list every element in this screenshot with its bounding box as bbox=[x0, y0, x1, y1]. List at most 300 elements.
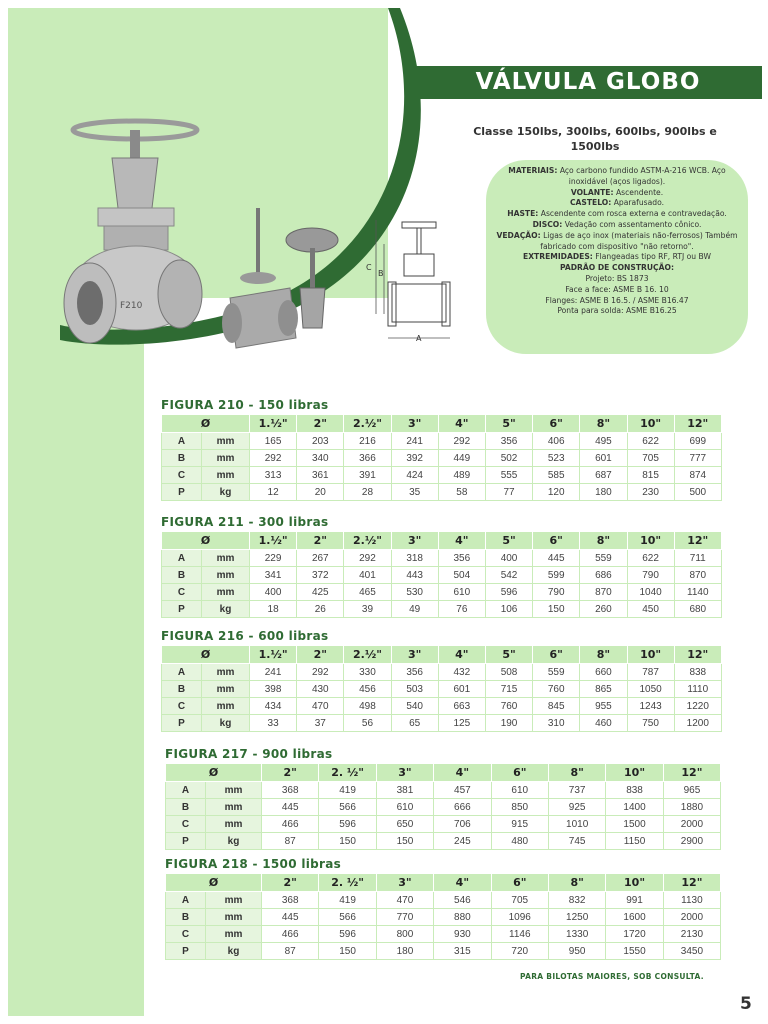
size-header: 10" bbox=[627, 532, 674, 550]
row-label: C bbox=[166, 926, 206, 943]
row-label: C bbox=[166, 816, 206, 833]
row-label: C bbox=[162, 584, 202, 601]
table-cell: 445 bbox=[533, 550, 580, 567]
table-cell: 504 bbox=[438, 567, 485, 584]
table-cell: 832 bbox=[548, 892, 605, 909]
table-row bbox=[166, 782, 721, 799]
table-cell: 381 bbox=[376, 782, 433, 799]
dimension-table bbox=[161, 645, 722, 732]
spec-text: Aparafusado. bbox=[613, 198, 665, 208]
table-cell: 870 bbox=[580, 584, 627, 601]
dim-label-a: A bbox=[416, 334, 422, 343]
table-cell: 443 bbox=[391, 567, 438, 584]
size-header: 5" bbox=[485, 415, 532, 433]
table-row bbox=[166, 816, 721, 833]
table-cell: 715 bbox=[485, 681, 532, 698]
size-header: 10" bbox=[627, 415, 674, 433]
table-cell: 125 bbox=[438, 715, 485, 732]
table-cell: 480 bbox=[491, 833, 548, 850]
row-unit: mm bbox=[206, 799, 262, 816]
table-cell: 1220 bbox=[674, 698, 721, 715]
spec-label: VEDAÇÃO: bbox=[496, 230, 541, 240]
diameter-header: Ø bbox=[166, 874, 262, 892]
table-cell: 737 bbox=[548, 782, 605, 799]
spec-label: CASTELO: bbox=[569, 198, 612, 208]
row-unit: mm bbox=[202, 664, 250, 681]
table-cell: 542 bbox=[485, 567, 532, 584]
row-label: P bbox=[166, 833, 206, 850]
table-cell: 787 bbox=[627, 664, 674, 681]
table-cell: 546 bbox=[434, 892, 491, 909]
table-header-row bbox=[162, 646, 722, 664]
table-cell: 203 bbox=[297, 433, 344, 450]
spec-line bbox=[496, 306, 738, 317]
size-header: 4" bbox=[434, 764, 491, 782]
size-header: 4" bbox=[438, 532, 485, 550]
table-row bbox=[166, 799, 721, 816]
row-unit: mm bbox=[202, 584, 250, 601]
table-cell: 292 bbox=[250, 450, 297, 467]
table-cell: 2000 bbox=[663, 909, 720, 926]
row-label: A bbox=[162, 550, 202, 567]
row-unit: mm bbox=[202, 433, 250, 450]
table-cell: 610 bbox=[491, 782, 548, 799]
table-cell: 495 bbox=[580, 433, 627, 450]
size-header: 1.½" bbox=[250, 646, 297, 664]
row-unit: mm bbox=[202, 467, 250, 484]
size-header: 3" bbox=[376, 764, 433, 782]
table-cell: 361 bbox=[297, 467, 344, 484]
table-cell: 28 bbox=[344, 484, 391, 501]
table-cell: 3450 bbox=[663, 943, 720, 960]
table-cell: 470 bbox=[297, 698, 344, 715]
size-header: 4" bbox=[438, 415, 485, 433]
table-cell: 950 bbox=[548, 943, 605, 960]
table-cell: 845 bbox=[533, 698, 580, 715]
table-cell: 457 bbox=[434, 782, 491, 799]
table-cell: 865 bbox=[580, 681, 627, 698]
row-unit: mm bbox=[202, 550, 250, 567]
table-cell: 445 bbox=[262, 799, 319, 816]
table-cell: 1146 bbox=[491, 926, 548, 943]
table-cell: 915 bbox=[491, 816, 548, 833]
row-unit: mm bbox=[206, 782, 262, 799]
size-header: 12" bbox=[674, 646, 721, 664]
size-header: 3" bbox=[391, 415, 438, 433]
row-unit: mm bbox=[202, 567, 250, 584]
table-cell: 705 bbox=[627, 450, 674, 467]
table-cell: 711 bbox=[674, 550, 721, 567]
table-row bbox=[162, 715, 722, 732]
table-cell: 660 bbox=[580, 664, 627, 681]
size-header: 8" bbox=[580, 532, 627, 550]
size-header: 2. ½" bbox=[319, 874, 376, 892]
size-header: 8" bbox=[580, 646, 627, 664]
size-header: 10" bbox=[606, 874, 663, 892]
table-cell: 1140 bbox=[674, 584, 721, 601]
spec-text: Aço carbono fundido ASTM-A-216 WCB. Aço inoxidável (aços ligados). bbox=[559, 166, 726, 186]
row-label: C bbox=[162, 698, 202, 715]
table-cell: 1050 bbox=[627, 681, 674, 698]
spec-line bbox=[496, 252, 738, 263]
table-cell: 76 bbox=[438, 601, 485, 618]
pressure-classes: Classe 150lbs, 300lbs, 600lbs, 900lbs e 1500lbs bbox=[473, 125, 717, 153]
table-cell: 1130 bbox=[663, 892, 720, 909]
row-unit: mm bbox=[206, 816, 262, 833]
table-cell: 58 bbox=[438, 484, 485, 501]
row-label: B bbox=[166, 909, 206, 926]
size-header: 12" bbox=[674, 415, 721, 433]
table-cell: 466 bbox=[262, 926, 319, 943]
spec-line bbox=[496, 263, 738, 274]
table-cell: 760 bbox=[485, 698, 532, 715]
size-header: 6" bbox=[491, 874, 548, 892]
table-cell: 559 bbox=[533, 664, 580, 681]
table-cell: 720 bbox=[491, 943, 548, 960]
spec-text: Ligas de aço inox (materiais não-ferrosos) Também fabricado com dispositivo "não retorno". bbox=[540, 230, 738, 251]
spec-line bbox=[496, 188, 738, 199]
table-row bbox=[166, 909, 721, 926]
row-label: P bbox=[162, 715, 202, 732]
row-unit: kg bbox=[202, 601, 250, 618]
table-cell: 466 bbox=[262, 816, 319, 833]
table-cell: 372 bbox=[297, 567, 344, 584]
diameter-header: Ø bbox=[162, 646, 250, 664]
table-cell: 880 bbox=[434, 909, 491, 926]
spec-line bbox=[496, 220, 738, 231]
row-label: A bbox=[162, 664, 202, 681]
table-cell: 555 bbox=[485, 467, 532, 484]
table-cell: 870 bbox=[674, 567, 721, 584]
table-cell: 566 bbox=[319, 799, 376, 816]
size-header: 10" bbox=[627, 646, 674, 664]
size-header: 5" bbox=[485, 646, 532, 664]
row-unit: kg bbox=[206, 943, 262, 960]
table-cell: 340 bbox=[297, 450, 344, 467]
dim-label-b: B bbox=[378, 269, 384, 278]
size-header: 8" bbox=[548, 874, 605, 892]
table-cell: 1500 bbox=[606, 816, 663, 833]
size-header: 3" bbox=[391, 646, 438, 664]
table-cell: 680 bbox=[674, 601, 721, 618]
table-cell: 398 bbox=[250, 681, 297, 698]
table-cell: 523 bbox=[533, 450, 580, 467]
table-row bbox=[162, 584, 722, 601]
spec-label: PADRÃO DE CONSTRUÇÃO: bbox=[560, 263, 674, 273]
table-cell: 26 bbox=[297, 601, 344, 618]
spec-text: Projeto: BS 1873 bbox=[585, 273, 649, 283]
table-cell: 341 bbox=[250, 567, 297, 584]
table-cell: 419 bbox=[319, 782, 376, 799]
spec-text: Vedação com assentamento cônico. bbox=[564, 219, 702, 229]
table-cell: 150 bbox=[319, 833, 376, 850]
row-unit: mm bbox=[206, 909, 262, 926]
size-header: 2.½" bbox=[344, 415, 391, 433]
table-cell: 650 bbox=[376, 816, 433, 833]
table-cell: 245 bbox=[434, 833, 491, 850]
spec-text: Flangeadas tipo RF, RTJ ou BW bbox=[595, 252, 711, 262]
spec-line bbox=[496, 231, 738, 253]
table-cell: 241 bbox=[391, 433, 438, 450]
size-header: 3" bbox=[376, 874, 433, 892]
table-cell: 424 bbox=[391, 467, 438, 484]
table-cell: 18 bbox=[250, 601, 297, 618]
globe-valve-image bbox=[60, 118, 350, 358]
row-label: B bbox=[162, 681, 202, 698]
table-cell: 503 bbox=[391, 681, 438, 698]
table-header-row bbox=[166, 874, 721, 892]
table-cell: 1200 bbox=[674, 715, 721, 732]
table-cell: 790 bbox=[533, 584, 580, 601]
table-cell: 260 bbox=[580, 601, 627, 618]
page-title: VÁLVULA GLOBO bbox=[475, 69, 701, 95]
row-unit: mm bbox=[202, 698, 250, 715]
table-cell: 406 bbox=[533, 433, 580, 450]
table-cell: 120 bbox=[533, 484, 580, 501]
table-row bbox=[162, 601, 722, 618]
table-cell: 1010 bbox=[548, 816, 605, 833]
table-cell: 930 bbox=[434, 926, 491, 943]
table-cell: 37 bbox=[297, 715, 344, 732]
table-header-row bbox=[162, 415, 722, 433]
table-cell: 622 bbox=[627, 550, 674, 567]
table-cell: 770 bbox=[376, 909, 433, 926]
table-cell: 601 bbox=[580, 450, 627, 467]
figure-title: FIGURA 211 - 300 libras bbox=[161, 515, 329, 529]
specification-box bbox=[486, 160, 748, 354]
table-row bbox=[166, 926, 721, 943]
table-cell: 2000 bbox=[663, 816, 720, 833]
table-cell: 705 bbox=[491, 892, 548, 909]
spec-text: Face a face: ASME B 16. 10 bbox=[565, 284, 669, 294]
row-label: B bbox=[166, 799, 206, 816]
table-cell: 1880 bbox=[663, 799, 720, 816]
table-cell: 596 bbox=[485, 584, 532, 601]
spec-line bbox=[496, 166, 738, 188]
table-row bbox=[162, 567, 722, 584]
table-cell: 777 bbox=[674, 450, 721, 467]
table-cell: 540 bbox=[391, 698, 438, 715]
spec-text: Ascendente com rosca externa e contravedação. bbox=[540, 209, 727, 219]
table-cell: 1550 bbox=[606, 943, 663, 960]
table-cell: 585 bbox=[533, 467, 580, 484]
spec-text: Ponta para solda: ASME B16.25 bbox=[557, 306, 677, 316]
spec-line bbox=[496, 274, 738, 285]
table-cell: 500 bbox=[674, 484, 721, 501]
table-cell: 601 bbox=[438, 681, 485, 698]
table-row bbox=[162, 467, 722, 484]
row-label: A bbox=[166, 892, 206, 909]
row-label: B bbox=[162, 567, 202, 584]
size-header: 4" bbox=[438, 646, 485, 664]
table-cell: 310 bbox=[533, 715, 580, 732]
table-cell: 745 bbox=[548, 833, 605, 850]
size-header: 8" bbox=[580, 415, 627, 433]
figure-title: FIGURA 218 - 1500 libras bbox=[165, 857, 342, 871]
row-unit: mm bbox=[202, 450, 250, 467]
spec-label: MATERIAIS: bbox=[508, 166, 558, 175]
row-unit: kg bbox=[202, 484, 250, 501]
table-cell: 1096 bbox=[491, 909, 548, 926]
spec-text: Ascendente. bbox=[615, 187, 664, 197]
table-row bbox=[162, 450, 722, 467]
table-cell: 267 bbox=[297, 550, 344, 567]
table-cell: 368 bbox=[262, 892, 319, 909]
spec-line bbox=[496, 296, 738, 307]
table-cell: 65 bbox=[391, 715, 438, 732]
table-cell: 419 bbox=[319, 892, 376, 909]
table-cell: 241 bbox=[250, 664, 297, 681]
table-cell: 498 bbox=[344, 698, 391, 715]
size-header: 12" bbox=[663, 874, 720, 892]
spec-line bbox=[496, 285, 738, 296]
table-cell: 1330 bbox=[548, 926, 605, 943]
table-cell: 368 bbox=[262, 782, 319, 799]
table-cell: 356 bbox=[485, 433, 532, 450]
table-cell: 216 bbox=[344, 433, 391, 450]
page-number: 5 bbox=[740, 994, 752, 1014]
table-cell: 400 bbox=[250, 584, 297, 601]
table-cell: 430 bbox=[297, 681, 344, 698]
table-cell: 56 bbox=[344, 715, 391, 732]
table-row bbox=[162, 698, 722, 715]
table-cell: 432 bbox=[438, 664, 485, 681]
row-unit: kg bbox=[206, 833, 262, 850]
row-label: A bbox=[162, 433, 202, 450]
table-cell: 838 bbox=[674, 664, 721, 681]
table-cell: 502 bbox=[485, 450, 532, 467]
table-cell: 292 bbox=[438, 433, 485, 450]
dimension-table bbox=[165, 763, 721, 850]
footer-note: PARA BILOTAS MAIORES, SOB CONSULTA. bbox=[520, 972, 704, 981]
table-cell: 39 bbox=[344, 601, 391, 618]
size-header: 4" bbox=[434, 874, 491, 892]
table-cell: 610 bbox=[438, 584, 485, 601]
table-cell: 391 bbox=[344, 467, 391, 484]
table-row bbox=[162, 664, 722, 681]
table-cell: 1400 bbox=[606, 799, 663, 816]
table-cell: 315 bbox=[434, 943, 491, 960]
dimension-table bbox=[165, 873, 721, 960]
size-header: 2" bbox=[297, 415, 344, 433]
table-cell: 2130 bbox=[663, 926, 720, 943]
table-cell: 470 bbox=[376, 892, 433, 909]
size-header: 6" bbox=[533, 415, 580, 433]
table-cell: 49 bbox=[391, 601, 438, 618]
table-cell: 150 bbox=[319, 943, 376, 960]
table-cell: 965 bbox=[663, 782, 720, 799]
table-cell: 508 bbox=[485, 664, 532, 681]
table-cell: 699 bbox=[674, 433, 721, 450]
table-cell: 790 bbox=[627, 567, 674, 584]
spec-label: DISCO: bbox=[532, 219, 563, 229]
size-header: 2" bbox=[297, 532, 344, 550]
table-cell: 610 bbox=[376, 799, 433, 816]
table-cell: 150 bbox=[533, 601, 580, 618]
table-cell: 190 bbox=[485, 715, 532, 732]
table-row bbox=[166, 943, 721, 960]
row-label: P bbox=[166, 943, 206, 960]
table-cell: 838 bbox=[606, 782, 663, 799]
table-cell: 460 bbox=[580, 715, 627, 732]
table-cell: 1250 bbox=[548, 909, 605, 926]
table-cell: 77 bbox=[485, 484, 532, 501]
table-cell: 596 bbox=[319, 926, 376, 943]
size-header: 2" bbox=[262, 874, 319, 892]
spec-label: VOLANTE: bbox=[570, 187, 614, 197]
table-cell: 292 bbox=[297, 664, 344, 681]
size-header: 2.½" bbox=[344, 532, 391, 550]
table-cell: 566 bbox=[319, 909, 376, 926]
spec-label: EXTREMIDADES: bbox=[523, 252, 593, 262]
title-bar bbox=[414, 66, 762, 99]
table-cell: 400 bbox=[485, 550, 532, 567]
size-header: 2.½" bbox=[344, 646, 391, 664]
size-header: 12" bbox=[674, 532, 721, 550]
table-cell: 800 bbox=[376, 926, 433, 943]
figure-title: FIGURA 217 - 900 libras bbox=[165, 747, 333, 761]
table-cell: 760 bbox=[533, 681, 580, 698]
row-label: P bbox=[162, 484, 202, 501]
table-cell: 663 bbox=[438, 698, 485, 715]
spec-line bbox=[496, 198, 738, 209]
table-cell: 559 bbox=[580, 550, 627, 567]
spec-text: Flanges: ASME B 16.5. / ASME B16.47 bbox=[545, 295, 689, 305]
table-cell: 106 bbox=[485, 601, 532, 618]
table-cell: 12 bbox=[250, 484, 297, 501]
table-cell: 750 bbox=[627, 715, 674, 732]
table-cell: 292 bbox=[344, 550, 391, 567]
diameter-header: Ø bbox=[166, 764, 262, 782]
table-cell: 1150 bbox=[606, 833, 663, 850]
table-cell: 450 bbox=[627, 601, 674, 618]
size-header: 2" bbox=[297, 646, 344, 664]
size-header: 10" bbox=[606, 764, 663, 782]
table-cell: 313 bbox=[250, 467, 297, 484]
table-cell: 87 bbox=[262, 833, 319, 850]
row-unit: mm bbox=[202, 681, 250, 698]
table-row bbox=[162, 550, 722, 567]
size-header: 1.½" bbox=[250, 415, 297, 433]
table-cell: 150 bbox=[376, 833, 433, 850]
table-cell: 20 bbox=[297, 484, 344, 501]
row-label: B bbox=[162, 450, 202, 467]
table-cell: 366 bbox=[344, 450, 391, 467]
table-row bbox=[166, 892, 721, 909]
table-cell: 1040 bbox=[627, 584, 674, 601]
table-cell: 318 bbox=[391, 550, 438, 567]
table-cell: 850 bbox=[491, 799, 548, 816]
diameter-header: Ø bbox=[162, 415, 250, 433]
spec-line bbox=[496, 209, 738, 220]
table-header-row bbox=[166, 764, 721, 782]
size-header: 8" bbox=[548, 764, 605, 782]
table-cell: 686 bbox=[580, 567, 627, 584]
row-label: A bbox=[166, 782, 206, 799]
size-header: 3" bbox=[391, 532, 438, 550]
table-cell: 35 bbox=[391, 484, 438, 501]
size-header: 6" bbox=[491, 764, 548, 782]
table-cell: 596 bbox=[319, 816, 376, 833]
spec-label: HASTE: bbox=[507, 209, 539, 219]
table-row bbox=[166, 833, 721, 850]
table-cell: 356 bbox=[438, 550, 485, 567]
table-cell: 530 bbox=[391, 584, 438, 601]
table-cell: 401 bbox=[344, 567, 391, 584]
table-cell: 434 bbox=[250, 698, 297, 715]
row-unit: kg bbox=[202, 715, 250, 732]
table-cell: 445 bbox=[262, 909, 319, 926]
